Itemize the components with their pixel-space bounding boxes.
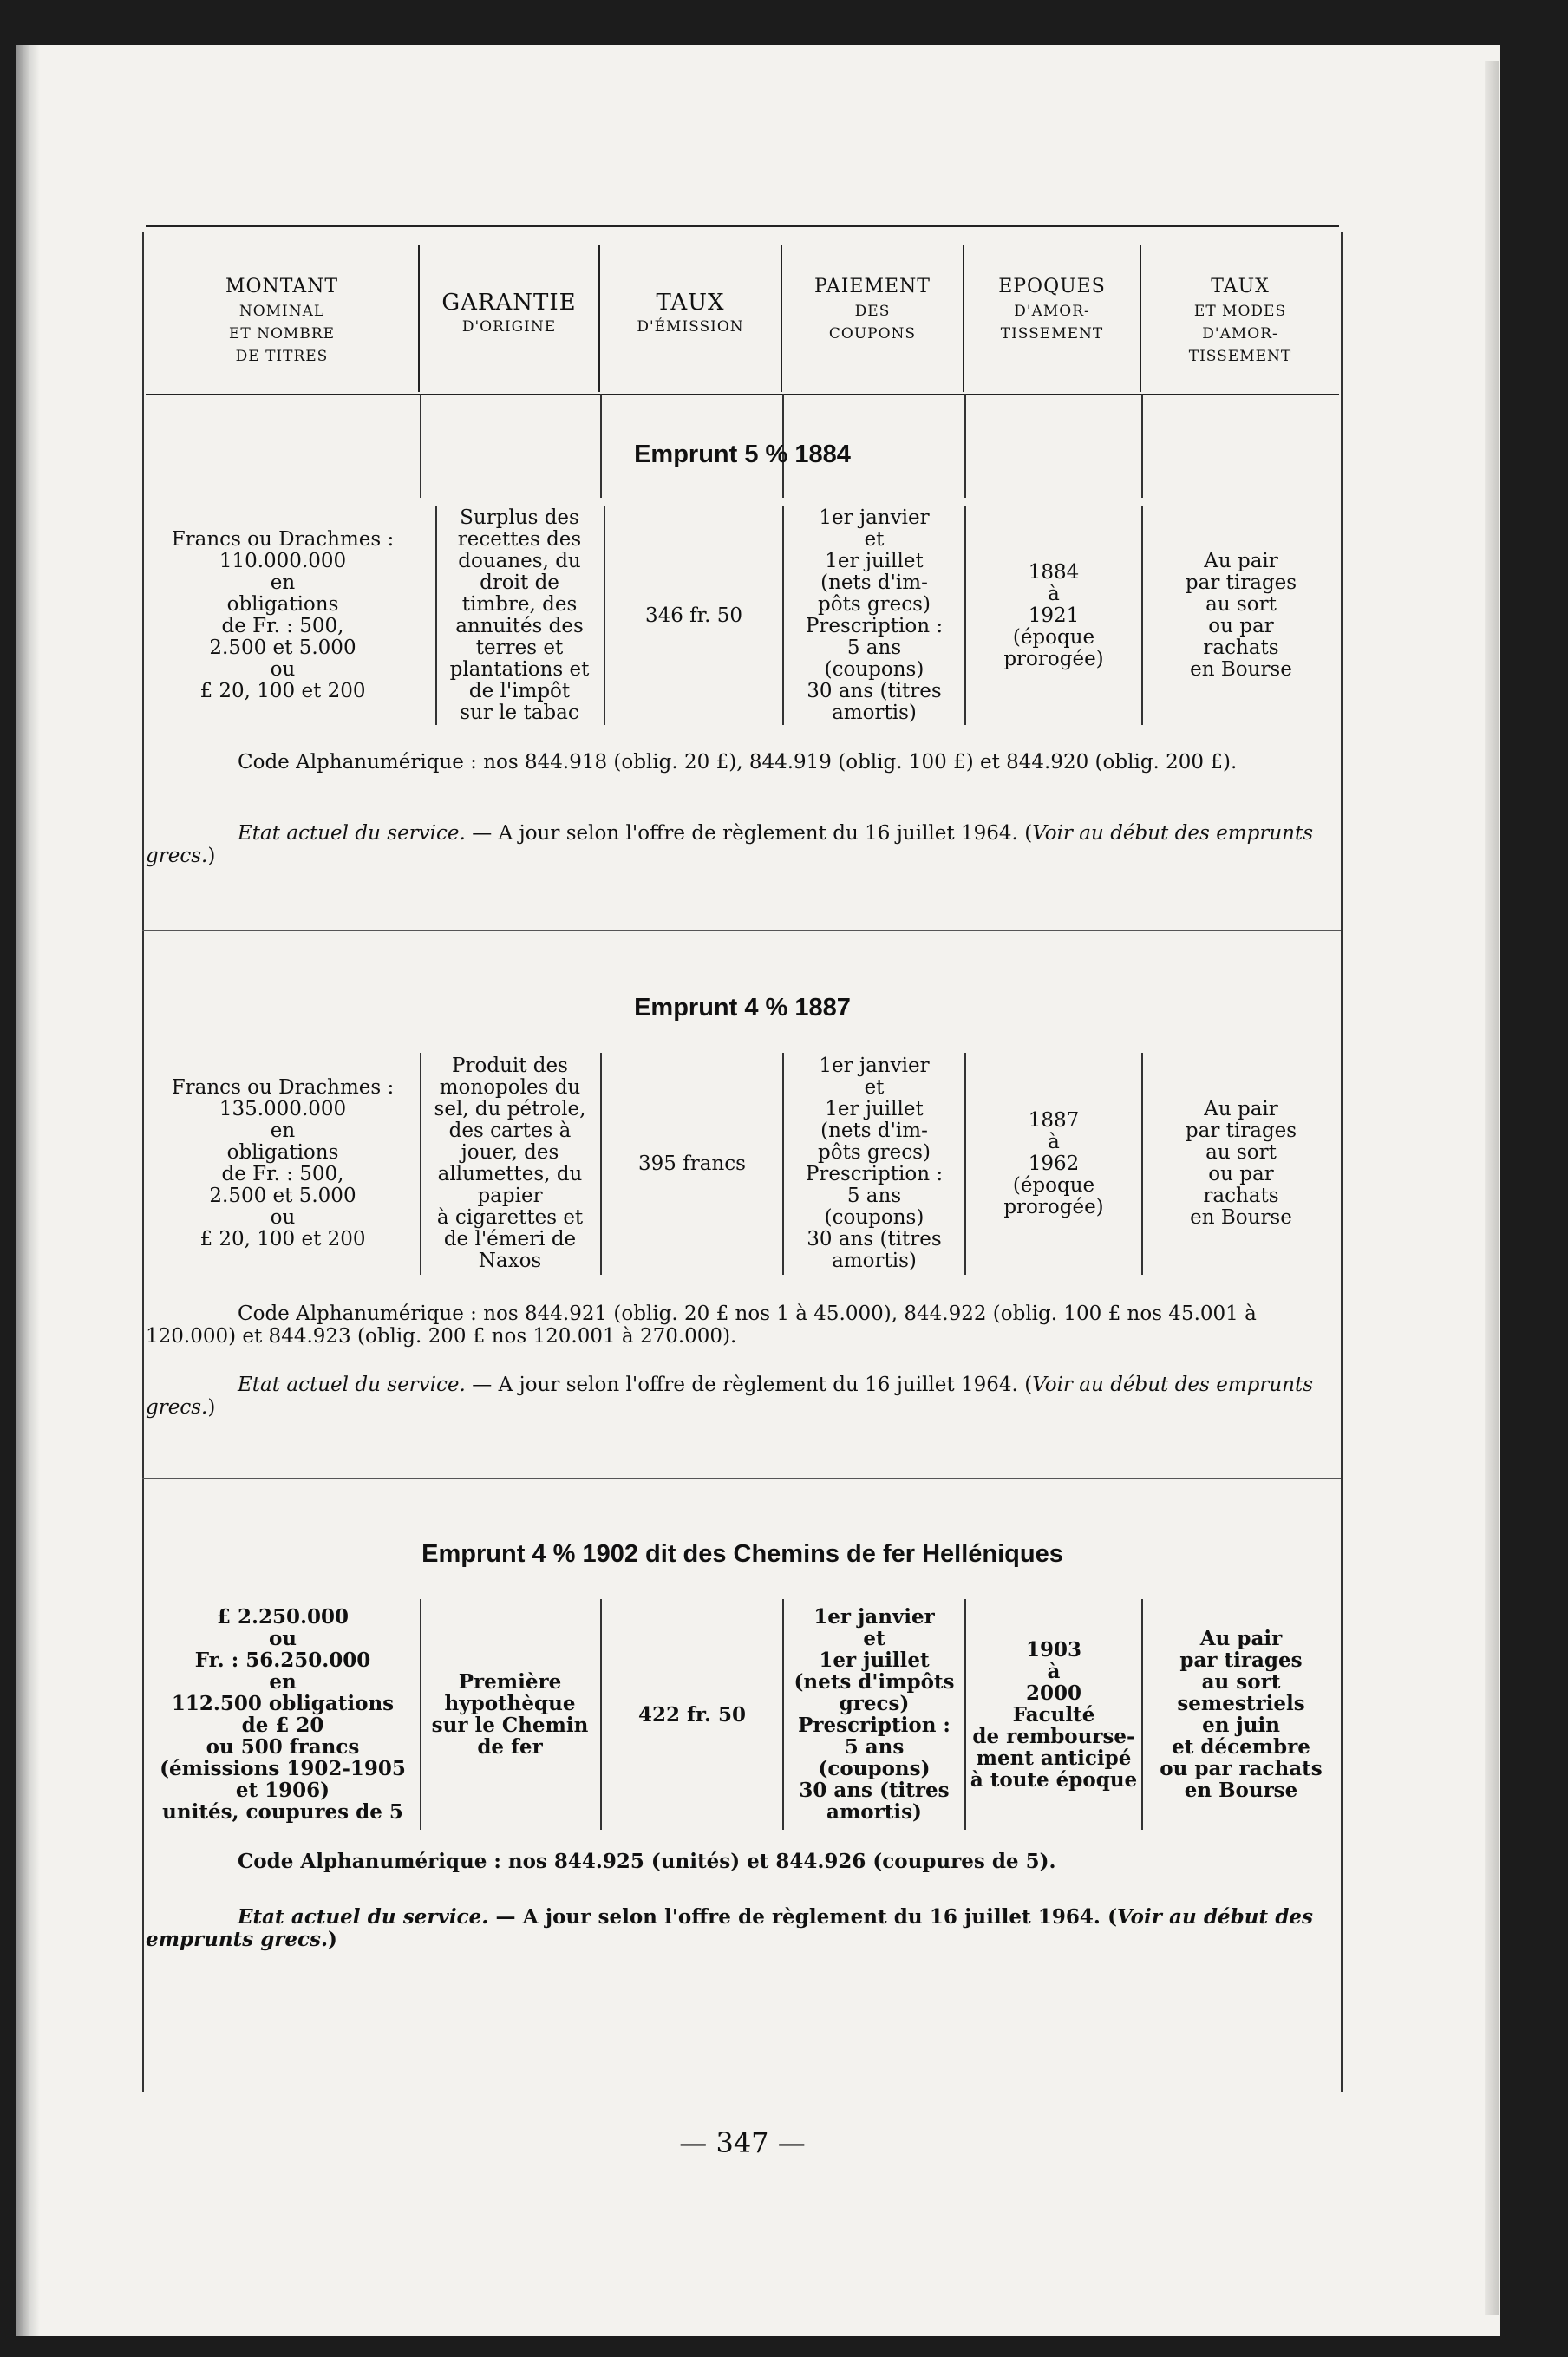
cell-line: 5 ans — [844, 1735, 905, 1759]
cell-line: douanes, du — [458, 550, 581, 572]
cell-line: 1962 — [1028, 1152, 1080, 1175]
header-modes-line: D'AMOR- — [1202, 325, 1278, 343]
header-modes-line: ET MODES — [1193, 303, 1287, 320]
cell-line: amortis) — [826, 1800, 922, 1824]
cell-line: et décembre — [1172, 1735, 1310, 1759]
header-epoques-title: EPOQUES — [998, 276, 1106, 297]
header-montant-line: NOMINAL — [238, 303, 325, 320]
header-taux-emission — [600, 245, 782, 392]
cell-line: 346 fr. 50 — [644, 604, 743, 627]
cell-line: à — [1048, 582, 1060, 605]
cell-line: pôts grecs) — [818, 593, 931, 616]
book-spine — [16, 45, 40, 2336]
cell-line: (nets d'im- — [820, 1120, 928, 1142]
cell-line: (coupons) — [824, 1206, 924, 1229]
cell-line: en Bourse — [1190, 658, 1292, 681]
cell-line: 1er juillet — [825, 550, 924, 572]
cell-line: (nets d'impôts — [794, 1670, 955, 1694]
cell-line: monopoles du — [439, 1076, 581, 1099]
section-separator — [142, 930, 1343, 931]
cell-line: (émissions 1902-1905 — [160, 1757, 406, 1780]
modes-cell — [1143, 506, 1339, 725]
cell-line: Francs ou Drachmes : — [171, 528, 395, 551]
bond-table — [146, 225, 1339, 2092]
cell-line: (nets d'im- — [820, 571, 928, 594]
etat-service — [146, 822, 1313, 867]
etat-text: — A jour selon l'offre de règlement du 16 juillet 1964. ( — [465, 822, 1033, 845]
cell-line: par tirages — [1179, 1649, 1303, 1672]
header-paiement-line: DES — [854, 303, 891, 320]
etat-reference: Voir au début des emprunts grecs. — [146, 822, 1313, 867]
cell-line: Au pair — [1204, 1098, 1278, 1120]
cell-line: amortis) — [832, 1250, 917, 1272]
cell-line: 1er janvier — [819, 506, 930, 529]
cell-line: (époque — [1012, 625, 1095, 649]
garantie-cell — [437, 506, 602, 725]
cell-line: des cartes à — [448, 1120, 572, 1142]
epoques-cell — [966, 1053, 1141, 1275]
cell-line: à cigarettes et — [436, 1206, 584, 1229]
cell-line: Faculté — [1012, 1702, 1095, 1727]
header-modes — [1141, 245, 1339, 392]
taux-cell — [605, 506, 782, 725]
etat-label: Etat actuel du service. — [238, 1905, 489, 1929]
cell-line: 1887 — [1028, 1108, 1080, 1132]
header-paiement — [782, 245, 964, 392]
cell-line: allumettes, du — [437, 1163, 583, 1185]
cell-line: Produit des — [452, 1054, 568, 1077]
cell-line: obligations — [226, 593, 339, 616]
cell-line: de fer — [477, 1735, 543, 1759]
cell-line: ou par rachats — [1160, 1757, 1323, 1780]
cell-line: 1er juillet — [825, 1098, 924, 1120]
header-modes-line: TISSEMENT — [1188, 348, 1292, 365]
cell-line: (époque — [1012, 1173, 1095, 1197]
garantie-cell — [421, 1053, 598, 1275]
cell-line: de l'émeri de — [443, 1228, 577, 1250]
cell-line: 112.500 obligations — [171, 1692, 395, 1715]
header-paiement-title: PAIEMENT — [814, 276, 931, 297]
header-epoques-line: D'AMOR- — [1014, 303, 1090, 320]
cell-line: de l'impôt — [468, 680, 571, 702]
cell-line: (coupons) — [824, 658, 924, 681]
montant-cell — [146, 1599, 420, 1830]
cell-line: droit de — [480, 571, 559, 594]
code-alphanumerique: Code Alphanumérique : nos 844.918 (oblig. 20 £), 844.919 (oblig. 100 £) et 844.920 (oblig. 200 £). — [238, 751, 1238, 774]
cell-line: 422 fr. 50 — [638, 1702, 746, 1727]
etat-text: — A jour selon l'offre de règlement du 16 juillet 1964. ( — [465, 1374, 1033, 1396]
cell-line: sur le tabac — [460, 702, 579, 724]
cell-line: Fr. : 56.250.000 — [194, 1649, 371, 1672]
etat-service — [146, 1374, 1313, 1419]
cell-line: Prescription : — [798, 1714, 951, 1737]
cell-line: Prescription : — [805, 615, 944, 637]
epoques-cell — [966, 1599, 1141, 1830]
cell-line: (coupons) — [818, 1757, 931, 1780]
cell-line: par tirages — [1185, 571, 1297, 594]
header-modes-title: TAUX — [1211, 276, 1270, 297]
section-row — [146, 1599, 1339, 1830]
cell-line: à toute époque — [970, 1767, 1138, 1792]
cell-line: et — [864, 1076, 885, 1099]
header-garantie — [420, 245, 600, 392]
garantie-cell — [421, 1599, 598, 1830]
cell-line: Prescription : — [805, 1163, 944, 1185]
header-paiement-line: COUPONS — [828, 325, 917, 343]
cell-line: Au pair — [1204, 550, 1278, 572]
cell-line: pôts grecs) — [818, 1141, 931, 1164]
cell-line: Francs ou Drachmes : — [171, 1076, 395, 1099]
etat-reference: Voir au début des emprunts grecs. — [146, 1374, 1313, 1419]
cell-line: ou par — [1208, 615, 1274, 637]
cell-line: semestriels — [1177, 1692, 1305, 1715]
etat-text: — A jour selon l'offre de règlement du 16 juillet 1964. ( — [488, 1905, 1117, 1929]
paiement-cell — [784, 506, 964, 725]
cell-line: 2.500 et 5.000 — [209, 637, 356, 659]
cell-line: 5 ans — [846, 1185, 902, 1207]
cell-line: 30 ans (titres — [807, 680, 942, 702]
cell-line: 30 ans (titres — [807, 1228, 942, 1250]
paiement-cell — [784, 1599, 964, 1830]
cell-line: unités, coupures de 5 — [162, 1800, 403, 1824]
cell-line: et — [864, 528, 885, 551]
cell-line: plantations et — [449, 658, 590, 681]
cell-line: timbre, des — [461, 593, 578, 616]
cell-line: prorogée) — [1003, 1195, 1104, 1218]
section-title: Emprunt 4 % 1902 dit des Chemins de fer Helléniques — [421, 1540, 1063, 1568]
cell-line: en — [269, 1670, 297, 1694]
cell-line: papier — [477, 1185, 543, 1207]
cell-line: de Fr. : 500, — [221, 1163, 344, 1185]
cell-line: 1884 — [1028, 560, 1080, 584]
cell-line: à — [1047, 1659, 1061, 1683]
header-montant — [146, 245, 420, 392]
cell-line: en — [270, 1120, 296, 1142]
cell-line: en — [270, 571, 296, 594]
cell-line: en Bourse — [1190, 1206, 1292, 1229]
etat-label: Etat actuel du service. — [238, 1374, 466, 1396]
cell-line: ou par — [1208, 1163, 1274, 1185]
cell-line: 1er janvier — [819, 1054, 930, 1077]
page-number: — 347 — — [679, 2126, 806, 2159]
modes-cell — [1143, 1053, 1339, 1275]
cell-line: 2000 — [1025, 1681, 1081, 1705]
cell-line: 135.000.000 — [219, 1098, 347, 1120]
cell-line: et — [863, 1627, 885, 1650]
header-taux-line: D'ÉMISSION — [637, 318, 744, 336]
etat-label: Etat actuel du service. — [238, 822, 466, 845]
taux-cell — [602, 1599, 782, 1830]
cell-line: terres et — [475, 637, 564, 659]
paiement-cell — [784, 1053, 964, 1275]
etat-end: ) — [328, 1928, 337, 1951]
header-epoques — [964, 245, 1141, 392]
cell-line: en juin — [1202, 1714, 1280, 1737]
cell-line: ment anticipé — [976, 1746, 1132, 1770]
cell-line: £ 20, 100 et 200 — [199, 680, 366, 702]
cell-line: de Fr. : 500, — [221, 615, 344, 637]
cell-line: en Bourse — [1184, 1779, 1298, 1802]
cell-line: 395 francs — [638, 1152, 746, 1175]
section-title: Emprunt 4 % 1887 — [634, 994, 851, 1022]
section-separator — [142, 1478, 1343, 1479]
montant-cell — [146, 506, 420, 725]
cell-line: recettes des — [457, 528, 582, 551]
header-montant-title: MONTANT — [225, 276, 339, 297]
code-alphanumerique: Code Alphanumérique : nos 844.921 (oblig. 20 £ nos 1 à 45.000), 844.922 (oblig. 100 £ nos 45.001 à 120.000) et 844.923 (oblig. 200 £ nos 120.001 à 270.000). — [146, 1303, 1257, 1348]
montant-cell — [146, 1053, 420, 1275]
header-montant-line: DE TITRES — [235, 348, 329, 365]
section-row — [146, 506, 1339, 725]
section-title: Emprunt 5 % 1884 — [634, 441, 851, 468]
cell-line: rachats — [1203, 637, 1279, 659]
cell-line: £ 2.250.000 — [216, 1605, 350, 1629]
cell-line: £ 20, 100 et 200 — [199, 1228, 366, 1250]
etat-end: ) — [207, 1396, 216, 1419]
cell-line: 2.500 et 5.000 — [209, 1185, 356, 1207]
cell-line: jouer, des — [461, 1141, 559, 1164]
cell-line: au sort — [1205, 1141, 1277, 1164]
section-row — [146, 1053, 1339, 1275]
code-alphanumerique: Code Alphanumérique : nos 844.925 (unités) et 844.926 (coupures de 5). — [238, 1850, 1056, 1873]
cell-line: de rembourse- — [972, 1724, 1135, 1748]
cell-line: 110.000.000 — [219, 550, 347, 572]
cell-line: 5 ans — [846, 637, 902, 659]
page-edge — [1485, 61, 1499, 2315]
header-montant-line: ET NOMBRE — [228, 325, 336, 343]
cell-line: ou — [270, 658, 296, 681]
cell-line: grecs) — [839, 1692, 910, 1715]
cell-line: ou 500 francs — [206, 1735, 360, 1759]
cell-line: ou — [268, 1627, 297, 1650]
taux-cell — [602, 1053, 782, 1275]
cell-line: à — [1048, 1130, 1060, 1153]
cell-line: au sort — [1201, 1670, 1281, 1694]
cell-line: de £ 20 — [241, 1714, 324, 1737]
etat-service — [146, 1906, 1313, 1951]
cell-line: sur le Chemin — [431, 1714, 589, 1737]
etat-reference: Voir au début des emprunts grecs. — [146, 1905, 1314, 1951]
cell-line: au sort — [1205, 593, 1277, 616]
cell-line: sel, du pétrole, — [434, 1098, 586, 1120]
cell-line: hypothèque — [444, 1692, 576, 1715]
cell-line: Première — [458, 1670, 562, 1694]
cell-line: annuités des — [455, 615, 584, 637]
cell-line: Au pair — [1199, 1627, 1283, 1650]
cell-line: et 1906) — [235, 1779, 330, 1802]
table-header — [146, 245, 1339, 395]
cell-line: 1er juillet — [819, 1649, 930, 1672]
cell-line: obligations — [226, 1141, 339, 1164]
cell-line: 30 ans (titres — [799, 1779, 950, 1802]
cell-line: 1921 — [1028, 604, 1080, 627]
header-epoques-line: TISSEMENT — [1000, 325, 1104, 343]
header-garantie-title: GARANTIE — [441, 290, 577, 316]
cell-line: ou — [270, 1206, 296, 1229]
cell-line: Naxos — [478, 1250, 542, 1272]
cell-line: prorogée) — [1003, 647, 1104, 670]
etat-end: ) — [207, 845, 216, 867]
header-taux-title: TAUX — [656, 290, 725, 316]
modes-cell — [1143, 1599, 1339, 1830]
cell-line: par tirages — [1185, 1120, 1297, 1142]
cell-line: amortis) — [832, 702, 917, 724]
cell-line: 1er janvier — [813, 1605, 935, 1629]
cell-line: Surplus des — [460, 506, 579, 529]
header-garantie-line: D'ORIGINE — [461, 318, 557, 336]
cell-line: 1903 — [1025, 1637, 1081, 1662]
cell-line: rachats — [1203, 1185, 1279, 1207]
epoques-cell — [966, 506, 1141, 725]
